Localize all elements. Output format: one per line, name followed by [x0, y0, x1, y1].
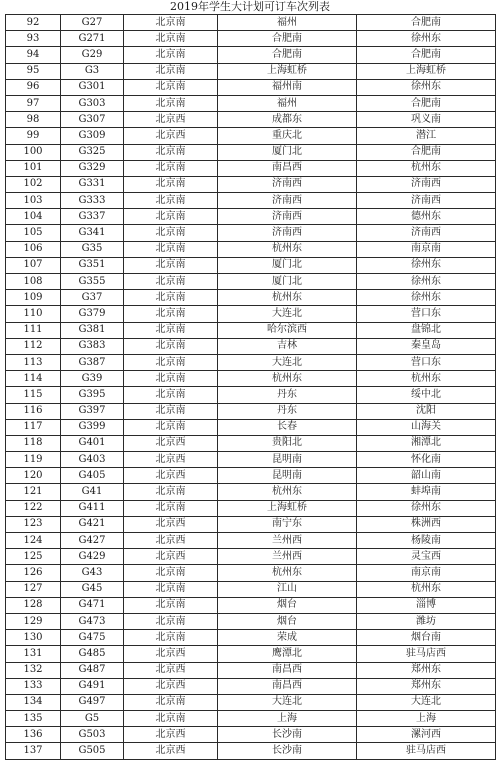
destination-station-cell: 上海虹桥	[218, 63, 357, 79]
row-number-cell: 101	[6, 160, 61, 176]
destination-station-cell: 长沙南	[218, 727, 357, 743]
destination-station-cell: 昆明南	[218, 452, 357, 468]
row-number-cell: 123	[6, 516, 61, 532]
destination-station-cell: 合肥南	[218, 47, 357, 63]
row-number-cell: 102	[6, 176, 61, 192]
row-number-cell: 107	[6, 257, 61, 273]
table-row	[6, 597, 496, 613]
row-number-cell: 104	[6, 209, 61, 225]
row-number-cell: 134	[6, 694, 61, 710]
boarding-station-cell: 郑州东	[357, 678, 496, 694]
boarding-station-cell: 德州东	[357, 209, 496, 225]
table-row	[6, 95, 496, 111]
table-row	[6, 662, 496, 678]
destination-station-cell: 荣成	[218, 630, 357, 646]
boarding-station-cell: 杨陵南	[357, 533, 496, 549]
boarding-station-cell: 巩义南	[357, 112, 496, 128]
row-number-cell: 122	[6, 500, 61, 516]
train-number-cell: G351	[61, 257, 124, 273]
origin-station-cell: 北京南	[124, 31, 218, 47]
origin-station-cell: 北京南	[124, 15, 218, 31]
train-number-cell: G29	[61, 47, 124, 63]
destination-station-cell: 合肥南	[218, 31, 357, 47]
row-number-cell: 108	[6, 274, 61, 290]
table-row	[6, 160, 496, 176]
row-number-cell: 128	[6, 597, 61, 613]
row-number-cell: 113	[6, 354, 61, 370]
destination-station-cell: 昆明南	[218, 468, 357, 484]
boarding-station-cell: 驻马店西	[357, 646, 496, 662]
row-number-cell: 130	[6, 630, 61, 646]
boarding-station-cell: 大连北	[357, 694, 496, 710]
origin-station-cell: 北京南	[124, 419, 218, 435]
destination-station-cell: 南宁东	[218, 516, 357, 532]
table-row	[6, 112, 496, 128]
destination-station-cell: 烟台	[218, 597, 357, 613]
table-row	[6, 257, 496, 273]
origin-station-cell: 北京南	[124, 581, 218, 597]
row-number-cell: 133	[6, 678, 61, 694]
table-row	[6, 549, 496, 565]
origin-station-cell: 北京西	[124, 678, 218, 694]
origin-station-cell: 北京南	[124, 257, 218, 273]
boarding-station-cell: 徐州东	[357, 257, 496, 273]
row-number-cell: 116	[6, 403, 61, 419]
train-number-cell: G27	[61, 15, 124, 31]
train-number-cell: G303	[61, 95, 124, 111]
destination-station-cell: 济南西	[218, 209, 357, 225]
destination-station-cell: 杭州东	[218, 290, 357, 306]
train-number-cell: G329	[61, 160, 124, 176]
table-row	[6, 63, 496, 79]
table-row	[6, 516, 496, 532]
table-row	[6, 176, 496, 192]
destination-station-cell: 哈尔滨西	[218, 322, 357, 338]
train-number-cell: G421	[61, 516, 124, 532]
train-number-cell: G5	[61, 711, 124, 727]
train-number-cell: G403	[61, 452, 124, 468]
table-row	[6, 646, 496, 662]
row-number-cell: 124	[6, 533, 61, 549]
destination-station-cell: 鹰潭北	[218, 646, 357, 662]
train-number-cell: G475	[61, 630, 124, 646]
boarding-station-cell: 绥中北	[357, 387, 496, 403]
boarding-station-cell: 徐州东	[357, 274, 496, 290]
table-row	[6, 452, 496, 468]
table-row	[6, 743, 496, 759]
boarding-station-cell: 合肥南	[357, 95, 496, 111]
destination-station-cell: 南昌西	[218, 678, 357, 694]
table-row	[6, 371, 496, 387]
row-number-cell: 117	[6, 419, 61, 435]
boarding-station-cell: 徐州东	[357, 79, 496, 95]
origin-station-cell: 北京南	[124, 371, 218, 387]
boarding-station-cell: 营口东	[357, 354, 496, 370]
row-number-cell: 98	[6, 112, 61, 128]
destination-station-cell: 兰州西	[218, 533, 357, 549]
table-row	[6, 274, 496, 290]
train-number-cell: G39	[61, 371, 124, 387]
boarding-station-cell: 怀化南	[357, 452, 496, 468]
destination-station-cell: 南昌西	[218, 160, 357, 176]
destination-station-cell: 杭州东	[218, 371, 357, 387]
origin-station-cell: 北京南	[124, 95, 218, 111]
boarding-station-cell: 潍坊	[357, 613, 496, 629]
origin-station-cell: 北京南	[124, 241, 218, 257]
train-number-cell: G379	[61, 306, 124, 322]
boarding-station-cell: 济南西	[357, 225, 496, 241]
origin-station-cell: 北京南	[124, 484, 218, 500]
origin-station-cell: 北京西	[124, 646, 218, 662]
boarding-station-cell: 盘锦北	[357, 322, 496, 338]
origin-station-cell: 北京南	[124, 144, 218, 160]
origin-station-cell: 北京西	[124, 452, 218, 468]
destination-station-cell: 上海虹桥	[218, 500, 357, 516]
origin-station-cell: 北京南	[124, 613, 218, 629]
origin-station-cell: 北京南	[124, 354, 218, 370]
table-title: 2019年学生大计划可订车次列表	[170, 0, 330, 13]
table-row	[6, 225, 496, 241]
row-number-cell: 137	[6, 743, 61, 759]
origin-station-cell: 北京西	[124, 549, 218, 565]
train-number-cell: G397	[61, 403, 124, 419]
origin-station-cell: 北京南	[124, 47, 218, 63]
table-row	[6, 354, 496, 370]
boarding-station-cell: 济南西	[357, 176, 496, 192]
table-row	[6, 581, 496, 597]
boarding-station-cell: 上海	[357, 711, 496, 727]
destination-station-cell: 福州	[218, 15, 357, 31]
table-row	[6, 678, 496, 694]
origin-station-cell: 北京南	[124, 306, 218, 322]
boarding-station-cell: 合肥南	[357, 15, 496, 31]
train-number-cell: G331	[61, 176, 124, 192]
destination-station-cell: 福州南	[218, 79, 357, 95]
boarding-station-cell: 灵宝西	[357, 549, 496, 565]
destination-station-cell: 上海	[218, 711, 357, 727]
train-number-cell: G487	[61, 662, 124, 678]
train-number-cell: G355	[61, 274, 124, 290]
boarding-station-cell: 淄博	[357, 597, 496, 613]
row-number-cell: 120	[6, 468, 61, 484]
table-row	[6, 630, 496, 646]
table-row	[6, 387, 496, 403]
table-row	[6, 290, 496, 306]
origin-station-cell: 北京南	[124, 290, 218, 306]
train-number-cell: G395	[61, 387, 124, 403]
origin-station-cell: 北京南	[124, 322, 218, 338]
train-number-cell: G471	[61, 597, 124, 613]
destination-station-cell: 杭州东	[218, 565, 357, 581]
train-number-cell: G405	[61, 468, 124, 484]
table-row	[6, 15, 496, 31]
row-number-cell: 126	[6, 565, 61, 581]
origin-station-cell: 北京西	[124, 727, 218, 743]
origin-station-cell: 北京西	[124, 662, 218, 678]
table-row	[6, 403, 496, 419]
destination-station-cell: 济南西	[218, 225, 357, 241]
table-row	[6, 306, 496, 322]
train-number-cell: G381	[61, 322, 124, 338]
row-number-cell: 94	[6, 47, 61, 63]
table-row	[6, 241, 496, 257]
boarding-station-cell: 合肥南	[357, 144, 496, 160]
origin-station-cell: 北京南	[124, 160, 218, 176]
table-row	[6, 209, 496, 225]
train-number-cell: G473	[61, 613, 124, 629]
boarding-station-cell: 潜江	[357, 128, 496, 144]
table-row	[6, 128, 496, 144]
row-number-cell: 135	[6, 711, 61, 727]
train-number-cell: G271	[61, 31, 124, 47]
table-row	[6, 419, 496, 435]
destination-station-cell: 兰州西	[218, 549, 357, 565]
train-number-cell: G411	[61, 500, 124, 516]
boarding-station-cell: 驻马店西	[357, 743, 496, 759]
row-number-cell: 106	[6, 241, 61, 257]
destination-station-cell: 厦门北	[218, 144, 357, 160]
origin-station-cell: 北京南	[124, 597, 218, 613]
train-number-cell: G399	[61, 419, 124, 435]
destination-station-cell: 长沙南	[218, 743, 357, 759]
train-number-cell: G309	[61, 128, 124, 144]
row-number-cell: 115	[6, 387, 61, 403]
boarding-station-cell: 蚌埠南	[357, 484, 496, 500]
origin-station-cell: 北京南	[124, 565, 218, 581]
table-row	[6, 711, 496, 727]
train-number-cell: G485	[61, 646, 124, 662]
destination-station-cell: 南昌西	[218, 662, 357, 678]
table-row	[6, 484, 496, 500]
origin-station-cell: 北京西	[124, 533, 218, 549]
train-number-cell: G43	[61, 565, 124, 581]
destination-station-cell: 大连北	[218, 694, 357, 710]
table-row	[6, 338, 496, 354]
table-row	[6, 727, 496, 743]
row-number-cell: 111	[6, 322, 61, 338]
boarding-station-cell: 郑州东	[357, 662, 496, 678]
boarding-station-cell: 杭州东	[357, 371, 496, 387]
boarding-station-cell: 徐州东	[357, 500, 496, 516]
destination-station-cell: 丹东	[218, 403, 357, 419]
row-number-cell: 136	[6, 727, 61, 743]
row-number-cell: 103	[6, 193, 61, 209]
boarding-station-cell: 杭州东	[357, 160, 496, 176]
row-number-cell: 97	[6, 95, 61, 111]
row-number-cell: 131	[6, 646, 61, 662]
origin-station-cell: 北京南	[124, 79, 218, 95]
train-number-cell: G505	[61, 743, 124, 759]
table-body	[6, 15, 496, 760]
boarding-station-cell: 杭州东	[357, 581, 496, 597]
train-number-cell: G35	[61, 241, 124, 257]
destination-station-cell: 贵阳北	[218, 435, 357, 451]
table-row	[6, 31, 496, 47]
row-number-cell: 127	[6, 581, 61, 597]
origin-station-cell: 北京西	[124, 468, 218, 484]
destination-station-cell: 大连北	[218, 354, 357, 370]
destination-station-cell: 丹东	[218, 387, 357, 403]
row-number-cell: 119	[6, 452, 61, 468]
boarding-station-cell: 南京南	[357, 241, 496, 257]
train-number-cell: G497	[61, 694, 124, 710]
boarding-station-cell: 济南西	[357, 193, 496, 209]
row-number-cell: 109	[6, 290, 61, 306]
row-number-cell: 132	[6, 662, 61, 678]
row-number-cell: 96	[6, 79, 61, 95]
destination-station-cell: 吉林	[218, 338, 357, 354]
train-number-cell: G3	[61, 63, 124, 79]
origin-station-cell: 北京南	[124, 694, 218, 710]
table-row	[6, 79, 496, 95]
destination-station-cell: 济南西	[218, 176, 357, 192]
boarding-station-cell: 山海关	[357, 419, 496, 435]
row-number-cell: 114	[6, 371, 61, 387]
boarding-station-cell: 合肥南	[357, 47, 496, 63]
boarding-station-cell: 上海虹桥	[357, 63, 496, 79]
origin-station-cell: 北京南	[124, 403, 218, 419]
destination-station-cell: 杭州东	[218, 484, 357, 500]
origin-station-cell: 北京南	[124, 193, 218, 209]
row-number-cell: 121	[6, 484, 61, 500]
row-number-cell: 129	[6, 613, 61, 629]
destination-station-cell: 大连北	[218, 306, 357, 322]
boarding-station-cell: 秦皇岛	[357, 338, 496, 354]
table-row	[6, 565, 496, 581]
boarding-station-cell: 沈阳	[357, 403, 496, 419]
train-number-cell: G341	[61, 225, 124, 241]
train-number-cell: G491	[61, 678, 124, 694]
destination-station-cell: 烟台	[218, 613, 357, 629]
table-row	[6, 694, 496, 710]
origin-station-cell: 北京南	[124, 387, 218, 403]
table-row	[6, 47, 496, 63]
origin-station-cell: 北京南	[124, 63, 218, 79]
origin-station-cell: 北京西	[124, 128, 218, 144]
row-number-cell: 99	[6, 128, 61, 144]
origin-station-cell: 北京西	[124, 435, 218, 451]
table-row	[6, 322, 496, 338]
destination-station-cell: 厦门北	[218, 257, 357, 273]
origin-station-cell: 北京南	[124, 711, 218, 727]
origin-station-cell: 北京南	[124, 630, 218, 646]
destination-station-cell: 成都东	[218, 112, 357, 128]
row-number-cell: 118	[6, 435, 61, 451]
train-number-cell: G427	[61, 533, 124, 549]
row-number-cell: 110	[6, 306, 61, 322]
origin-station-cell: 北京西	[124, 516, 218, 532]
boarding-station-cell: 韶山南	[357, 468, 496, 484]
boarding-station-cell: 烟台南	[357, 630, 496, 646]
origin-station-cell: 北京南	[124, 338, 218, 354]
origin-station-cell: 北京南	[124, 500, 218, 516]
boarding-station-cell: 徐州东	[357, 290, 496, 306]
train-number-cell: G383	[61, 338, 124, 354]
row-number-cell: 92	[6, 15, 61, 31]
train-number-cell: G301	[61, 79, 124, 95]
destination-station-cell: 江山	[218, 581, 357, 597]
train-number-cell: G503	[61, 727, 124, 743]
origin-station-cell: 北京西	[124, 743, 218, 759]
train-number-cell: G337	[61, 209, 124, 225]
table-row	[6, 500, 496, 516]
destination-station-cell: 厦门北	[218, 274, 357, 290]
boarding-station-cell: 徐州东	[357, 31, 496, 47]
origin-station-cell: 北京南	[124, 225, 218, 241]
destination-station-cell: 重庆北	[218, 128, 357, 144]
destination-station-cell: 长春	[218, 419, 357, 435]
boarding-station-cell: 营口东	[357, 306, 496, 322]
boarding-station-cell: 漯河西	[357, 727, 496, 743]
table-row	[6, 613, 496, 629]
boarding-station-cell: 湘潭北	[357, 435, 496, 451]
destination-station-cell: 杭州东	[218, 241, 357, 257]
origin-station-cell: 北京西	[124, 112, 218, 128]
row-number-cell: 100	[6, 144, 61, 160]
destination-station-cell: 济南西	[218, 193, 357, 209]
origin-station-cell: 北京南	[124, 274, 218, 290]
row-number-cell: 125	[6, 549, 61, 565]
train-list-table	[5, 14, 496, 760]
table-row	[6, 193, 496, 209]
train-number-cell: G325	[61, 144, 124, 160]
row-number-cell: 105	[6, 225, 61, 241]
table-row	[6, 533, 496, 549]
origin-station-cell: 北京南	[124, 176, 218, 192]
train-number-cell: G37	[61, 290, 124, 306]
destination-station-cell: 福州	[218, 95, 357, 111]
train-number-cell: G333	[61, 193, 124, 209]
table-row	[6, 144, 496, 160]
boarding-station-cell: 南京南	[357, 565, 496, 581]
table-row	[6, 468, 496, 484]
row-number-cell: 95	[6, 63, 61, 79]
train-number-cell: G429	[61, 549, 124, 565]
train-number-cell: G387	[61, 354, 124, 370]
boarding-station-cell: 株洲西	[357, 516, 496, 532]
row-number-cell: 112	[6, 338, 61, 354]
train-number-cell: G307	[61, 112, 124, 128]
origin-station-cell: 北京南	[124, 209, 218, 225]
train-number-cell: G401	[61, 435, 124, 451]
table-row	[6, 435, 496, 451]
train-number-cell: G45	[61, 581, 124, 597]
train-number-cell: G41	[61, 484, 124, 500]
row-number-cell: 93	[6, 31, 61, 47]
